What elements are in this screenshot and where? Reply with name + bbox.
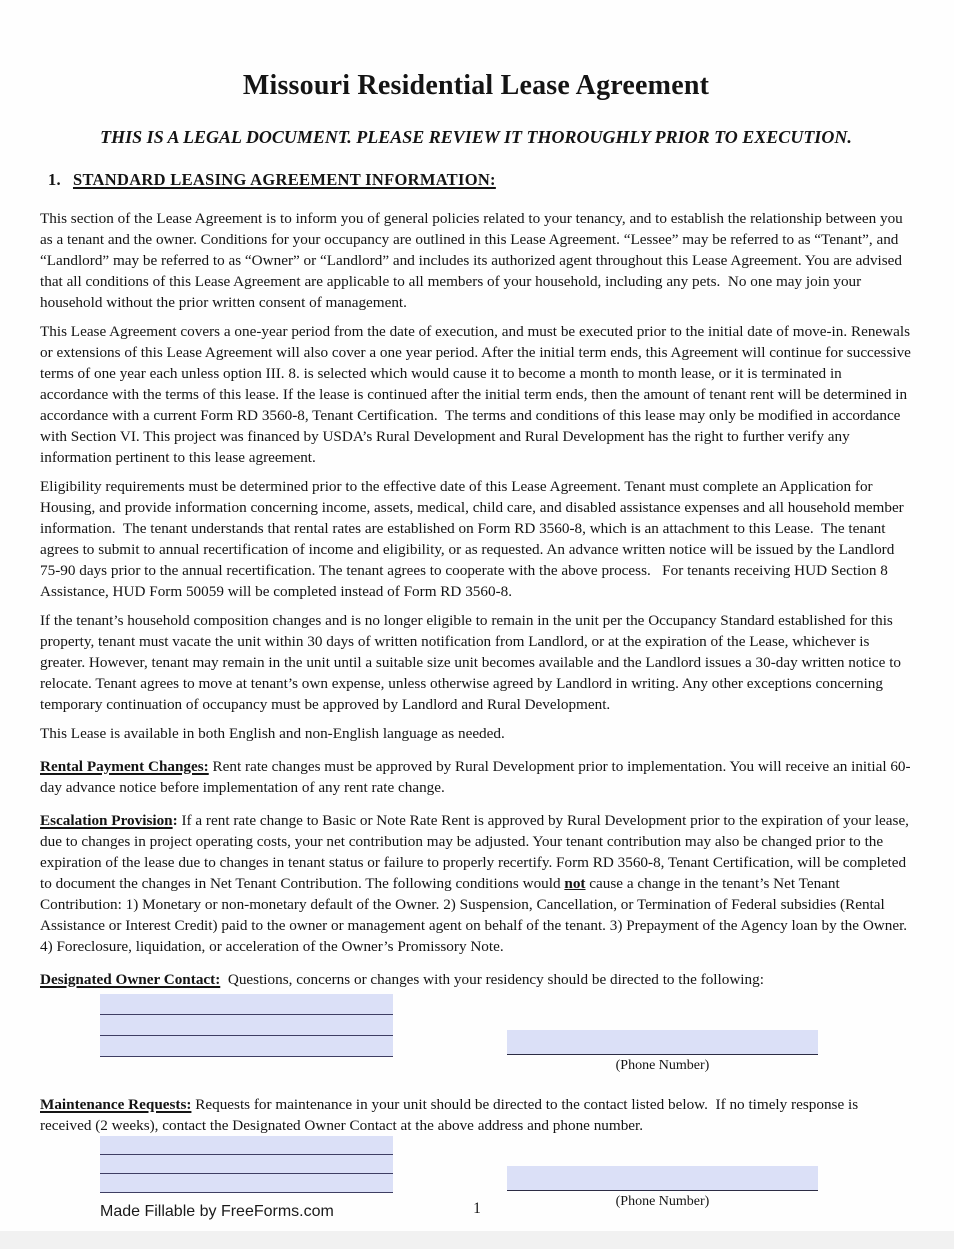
page-footer [0, 1200, 954, 1224]
maintenance-phone-input[interactable] [507, 1166, 818, 1191]
paragraph-maintenance-requests [40, 1094, 912, 1136]
paragraph-occupancy-standard: If the tenant’s household composition changes and is no longer eligible to remain in the unit per the Occupancy Standard established for this property, tenant must vacate the unit within 30 days of written notification from Landlord, or at the expiration of the Lease, whichever is greater. However, tenant may remain in the unit until a suitable size unit becomes available and the Landlord issues a 30-day written notice to relocate. Tenant agrees to move at tenant’s own expense, unless otherwise agreed by Landlord in writing. Any other exceptions concerning temporary continuation of occupancy must be approved by Landlord and Rural Development. [40, 612, 905, 713]
maintenance-contact-line2-input[interactable] [100, 1155, 393, 1174]
maintenance-contact-address-block [100, 1136, 393, 1193]
rental-payment-changes-text: Rent rate changes must be approved by Rural Development prior to implementation. You will receive an initial 60- day advance notice before implementation of any rent rate change. [40, 758, 915, 796]
owner-contact-address-block [100, 994, 393, 1057]
owner-contact-phone-block [507, 1030, 818, 1074]
maintenance-requests-label: Maintenance Requests: [40, 1096, 192, 1113]
designated-owner-contact-label: Designated Owner Contact: [40, 971, 221, 988]
document-title: Missouri Residential Lease Agreement [242, 70, 710, 101]
escalation-provision-label: Escalation Provision [40, 812, 173, 829]
freeforms-credit: Made Fillable by FreeForms.com [100, 1203, 334, 1220]
paragraph-designated-owner-contact [40, 969, 912, 990]
escalation-provision-colon: : [172, 812, 182, 829]
escalation-text-before: If a rent rate change to Basic or Note Rate Rent is approved by Rural Development prior to the expiration of your lease, due to changes in project operating costs, your net contribution may be adjusted. Your tenant contribution may also be changed prior to the expiration of the lease due to changes in tenant status or failure to properly recertify. Form RD 3560-8, Tenant Certification, will be completed to document the changes in Net Tenant Contribution. The following conditions would [40, 812, 913, 892]
owner-contact-line1-input[interactable] [100, 994, 393, 1015]
owner-contact-fields [40, 994, 912, 1082]
paragraph-eligibility: Eligibility requirements must be determined prior to the effective date of this Lease Agreement. Tenant must complete an Application for Housing, and provide information concerning income, assets, medical, child care, and disabled assistance expenses and all household member information. The tenant understands that rental rates are established on Form RD 3560-8, which is an attachment to this Lease. The tenant agrees to submit to annual recertification of income and eligibility, or as requested. An advance written notice will be issued by the Landlord 75-90 days prior to the annual recertification. The tenant agrees to cooperate with the above process. For tenants receiving HUD Section 8 Assistance, HUD Form 50059 will be completed instead of Form RD 3560-8. [40, 478, 908, 600]
section-heading-text: STANDARD LEASING AGREEMENT INFORMATION: [72, 170, 496, 189]
escalation-text-after: cause a change in the tenant’s Net Tenant Contribution: 1) Monetary or non-monetary default of the Owner. 2) Suspension, Cancellation, or Termination of Federal subsidies (Rental Assistance or Interest Credit) paid to the owner or management agent on behalf of the tenant. 3) Prepayment of the Agency loan by the Owner. 4) Foreclosure, liquidation, or acceleration of the Owner’s Promissory Note. [40, 875, 911, 955]
section-1-heading [40, 170, 912, 190]
owner-contact-phone-label: (Phone Number) [615, 1058, 710, 1073]
maintenance-contact-line3-input[interactable] [100, 1174, 393, 1193]
paragraph-escalation-provision [40, 810, 912, 957]
maintenance-phone-label: (Phone Number) [615, 1194, 710, 1209]
paragraph-general-policies: This section of the Lease Agreement is to inform you of general policies related to your tenancy, and to establish the relationship between you as a tenant and the owner. Conditions for your occupancy are outlined in this Lease Agreement. “Lessee” may be referred to as “Tenant”, and “Landlord” may be referred to as “Owner” or “Landlord” and includes its authorized agent throughout this Lease Agreement. You are advised that all conditions of this Lease Agreement are applicable to all members of your household, including any pets. No one may join your household without the prior written consent of management. [40, 210, 907, 311]
designated-owner-contact-text: Questions, concerns or changes with your residency should be directed to the following: [220, 971, 764, 988]
rental-payment-changes-label: Rental Payment Changes: [40, 758, 209, 775]
paragraph-lease-term: This Lease Agreement covers a one-year period from the date of execution, and must be executed prior to the initial date of move-in. Renewals or extensions of this Lease Agreement will also cover a one year period. After the initial term ends, this Agreement will continue for successive terms of one year each unless option III. 8. is selected which would cause it to become a month to month lease, or it is terminated in accordance with the terms of this lease. If the lease is continued after the initial term ends, then the amount of tenant rent will be determined in accordance with a current Form RD 3560-8, Tenant Certification. The terms and conditions of this lease may only be modified in accordance with Section VI. This project was financed by USDA’s Rural Development and Rural Development has the right to further verify any information pertinent to this lease agreement. [40, 323, 915, 466]
owner-contact-phone-input[interactable] [507, 1030, 818, 1055]
maintenance-requests-text: Requests for maintenance in your unit should be directed to the contact listed below. If no timely response is received (2 weeks), contact the Designated Owner Contact at the above address and phone number. [40, 1096, 862, 1134]
maintenance-contact-line1-input[interactable] [100, 1136, 393, 1155]
escalation-not-word: not [564, 875, 586, 892]
page-number: 1 [473, 1200, 481, 1217]
scan-edge-band [0, 1231, 954, 1249]
paragraph-rental-payment-changes [40, 756, 915, 798]
paragraph-language-availability: This Lease is available in both English and non-English language as needed. [40, 725, 505, 742]
owner-contact-line3-input[interactable] [100, 1036, 393, 1057]
owner-contact-line2-input[interactable] [100, 1015, 393, 1036]
legal-notice: THIS IS A LEGAL DOCUMENT. PLEASE REVIEW IT THOROUGHLY PRIOR TO EXECUTION. [100, 127, 852, 147]
section-number: 1. [48, 170, 61, 189]
